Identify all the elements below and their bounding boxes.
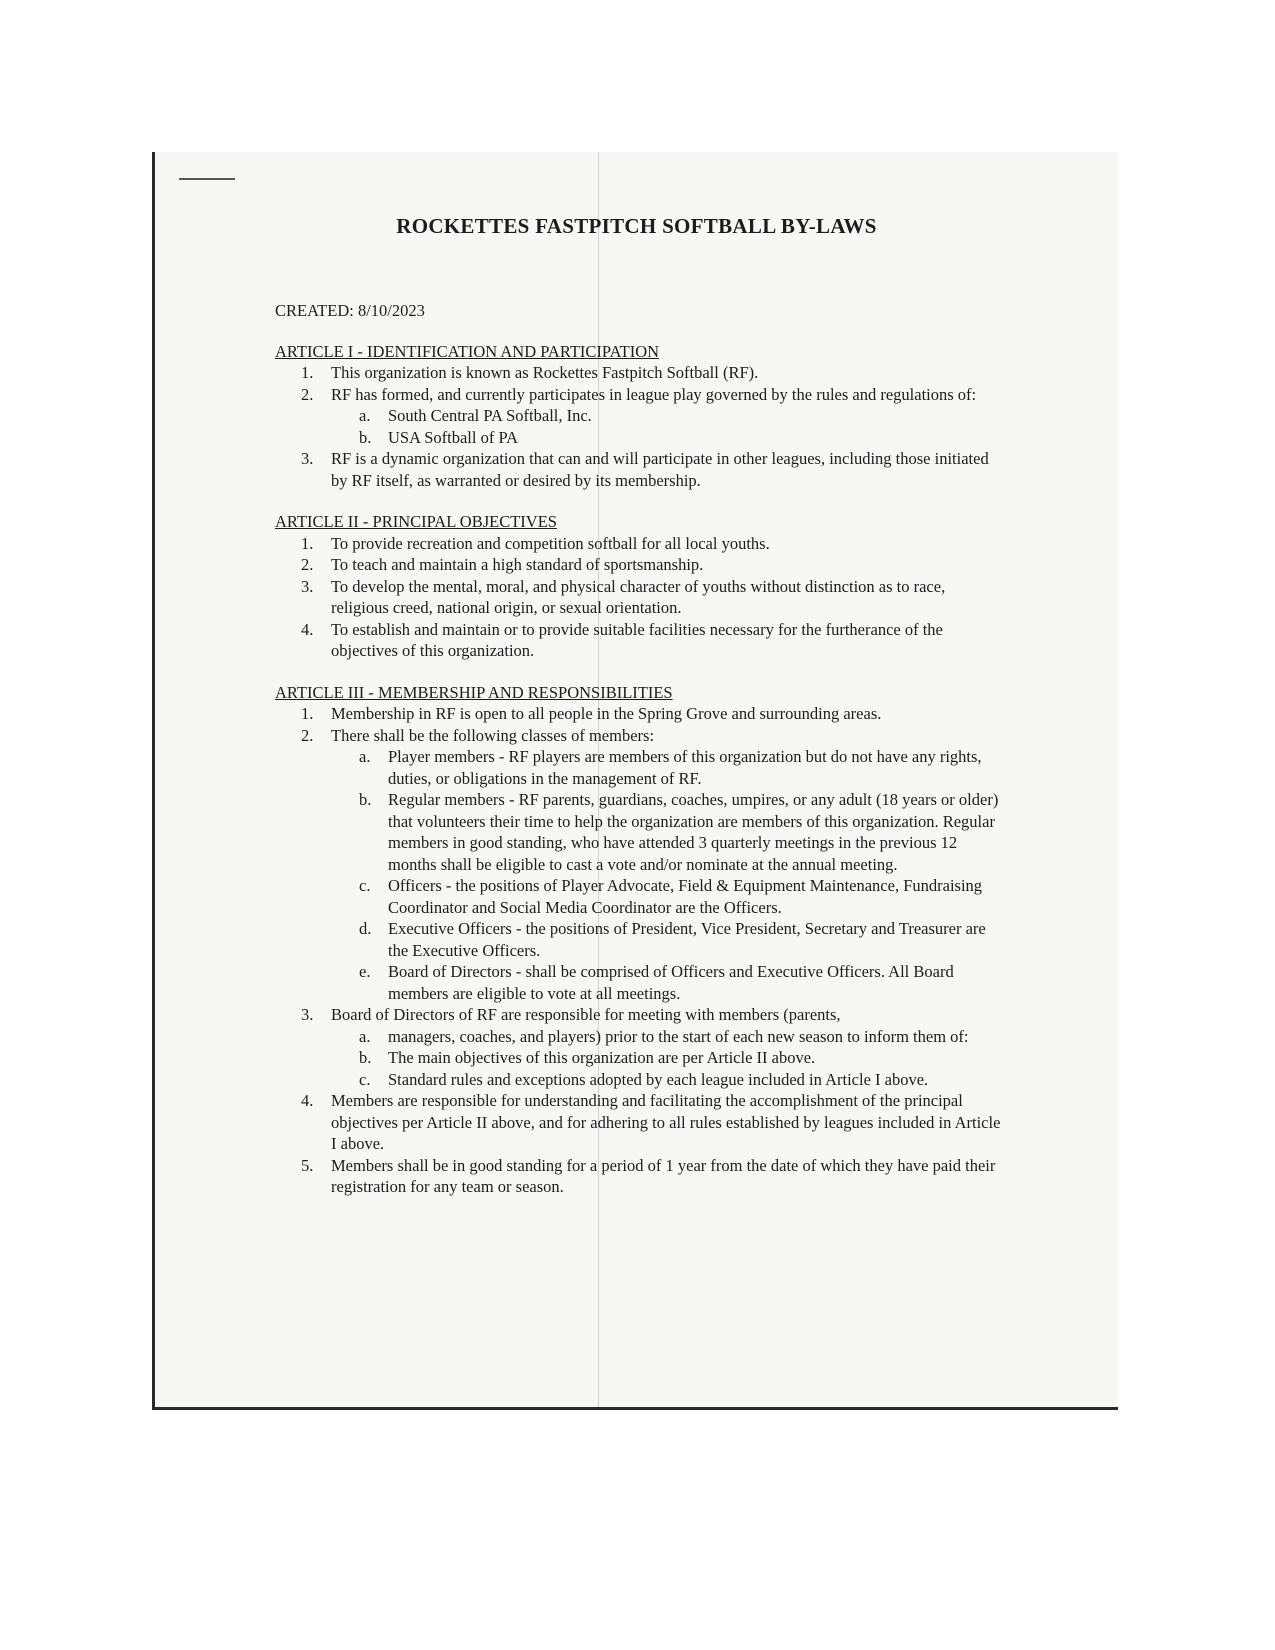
item-number: 5. bbox=[301, 1155, 314, 1175]
item-number: 1. bbox=[301, 363, 314, 382]
list-item bbox=[275, 533, 1005, 555]
sub-item-letter: c. bbox=[359, 1069, 371, 1089]
list-item bbox=[275, 1155, 1005, 1198]
item-number: 3. bbox=[301, 1005, 314, 1024]
sub-item-text: USA Softball of PA bbox=[388, 427, 519, 447]
article-1 bbox=[275, 341, 1005, 492]
sub-item bbox=[275, 1026, 1005, 1048]
sub-item bbox=[275, 961, 1005, 1004]
sub-item bbox=[275, 1069, 1005, 1091]
sub-item-letter: b. bbox=[359, 427, 372, 447]
item-text: Members are responsible for understanding and facilitating the accomplishment of the principal objectives per Article II above, and for adhering to all rules established by leagues included in Article I above. bbox=[331, 1091, 1001, 1153]
sub-item-letter: e. bbox=[359, 962, 371, 981]
article-1-items-cont bbox=[275, 448, 1005, 491]
article-3-item-3-subitems bbox=[275, 1026, 1005, 1091]
sub-item-letter: a. bbox=[359, 747, 371, 766]
sub-item-text: Executive Officers - the positions of President, Vice President, Secretary and Treasurer are the Executive Officers. bbox=[388, 919, 986, 960]
article-heading: ARTICLE II - PRINCIPAL OBJECTIVES bbox=[275, 512, 557, 531]
list-item bbox=[275, 576, 1005, 619]
item-text: To provide recreation and competition softball for all local youths. bbox=[331, 533, 770, 553]
article-2 bbox=[275, 511, 1005, 662]
sub-item bbox=[275, 746, 1005, 789]
list-item bbox=[275, 725, 1005, 747]
sub-item-text: Player members - RF players are members of this organization but do not have any rights, duties, or obligations in the management of RF. bbox=[388, 747, 982, 788]
sub-item bbox=[275, 1047, 1005, 1069]
article-2-items bbox=[275, 533, 1005, 662]
list-item bbox=[275, 448, 1005, 491]
sub-item bbox=[275, 918, 1005, 961]
item-number: 2. bbox=[301, 384, 314, 404]
article-3-items-cont bbox=[275, 1004, 1005, 1026]
item-text: Board of Directors of RF are responsible for meeting with members (parents, bbox=[331, 1005, 841, 1024]
item-number: 3. bbox=[301, 576, 314, 596]
list-item bbox=[275, 619, 1005, 662]
item-number: 4. bbox=[301, 619, 314, 639]
item-number: 1. bbox=[301, 704, 314, 723]
created-date: CREATED: 8/10/2023 bbox=[275, 301, 425, 320]
document-title: ROCKETTES FASTPITCH SOFTBALL BY-LAWS bbox=[396, 214, 877, 238]
sub-item-text: South Central PA Softball, Inc. bbox=[388, 406, 592, 425]
item-number: 1. bbox=[301, 533, 314, 553]
sub-item-text: managers, coaches, and players) prior to the start of each new season to inform them of: bbox=[388, 1026, 969, 1046]
article-heading: ARTICLE III - MEMBERSHIP AND RESPONSIBILITIES bbox=[275, 682, 673, 702]
sub-item-text: Board of Directors - shall be comprised of Officers and Executive Officers. All Board members are eligible to vote at all meetings. bbox=[388, 962, 954, 1003]
sub-item bbox=[275, 875, 1005, 918]
item-text: There shall be the following classes of members: bbox=[331, 725, 655, 745]
sub-item-letter: a. bbox=[359, 1026, 371, 1046]
list-item bbox=[275, 703, 1005, 725]
article-3-items bbox=[275, 703, 1005, 746]
sub-item-letter: b. bbox=[359, 1048, 372, 1067]
list-item bbox=[275, 1004, 1005, 1026]
item-text: RF has formed, and currently participates in league play governed by the rules and regulations of: bbox=[331, 384, 977, 404]
article-3-item-2-subitems bbox=[275, 746, 1005, 1004]
article-heading: ARTICLE I - IDENTIFICATION AND PARTICIPATION bbox=[275, 341, 660, 361]
sub-item-text: Standard rules and exceptions adopted by each league included in Article I above. bbox=[388, 1069, 929, 1089]
item-number: 2. bbox=[301, 725, 314, 745]
item-text: To teach and maintain a high standard of sportsmanship. bbox=[331, 555, 704, 574]
sub-item-text: Officers - the positions of Player Advocate, Field & Equipment Maintenance, Fundraising Coordinator and Social Media Coordinator are the Officers. bbox=[388, 876, 983, 917]
item-number: 4. bbox=[301, 1091, 314, 1110]
list-item bbox=[275, 1090, 1005, 1155]
article-3 bbox=[275, 682, 1005, 1198]
item-text: To establish and maintain or to provide suitable facilities necessary for the furtherance of the objectives of this organization. bbox=[331, 619, 943, 660]
sub-item-letter: c. bbox=[359, 876, 371, 895]
list-item bbox=[275, 554, 1005, 576]
document-page bbox=[152, 152, 1118, 1410]
sub-item-letter: b. bbox=[359, 790, 372, 809]
article-3-items-end bbox=[275, 1090, 1005, 1198]
item-text: This organization is known as Rockettes Fastpitch Softball (RF). bbox=[331, 363, 759, 382]
sub-item bbox=[275, 427, 1005, 449]
item-text: Members shall be in good standing for a period of 1 year from the date of which they have paid their registration for any team or season. bbox=[331, 1155, 996, 1196]
sub-item-text: Regular members - RF parents, guardians, coaches, umpires, or any adult (18 years or older) that volunteers their time to help the organization are members of this organization. Regular members in good standing, who have attended 3 quarterly meetings in the previous 12 months shall be eligible to cast a vote and/or nominate at the annual meeting. bbox=[388, 790, 999, 874]
article-1-items bbox=[275, 362, 1005, 405]
article-1-item-2-subitems bbox=[275, 405, 1005, 448]
item-number: 3. bbox=[301, 449, 314, 468]
sub-item bbox=[275, 405, 1005, 427]
item-text: To develop the mental, moral, and physical character of youths without distinction as to race, religious creed, national origin, or sexual orientation. bbox=[331, 576, 946, 617]
sub-item bbox=[275, 789, 1005, 875]
corner-mark bbox=[179, 178, 235, 180]
sub-item-letter: a. bbox=[359, 406, 371, 425]
item-number: 2. bbox=[301, 555, 314, 574]
item-text: Membership in RF is open to all people in the Spring Grove and surrounding areas. bbox=[331, 704, 882, 723]
document-body bbox=[275, 300, 1005, 1198]
item-text: RF is a dynamic organization that can and will participate in other leagues, including those initiated by RF itself, as warranted or desired by its membership. bbox=[331, 449, 989, 490]
sub-item-letter: d. bbox=[359, 919, 372, 938]
list-item bbox=[275, 384, 1005, 406]
list-item bbox=[275, 362, 1005, 384]
sub-item-text: The main objectives of this organization are per Article II above. bbox=[388, 1048, 816, 1067]
